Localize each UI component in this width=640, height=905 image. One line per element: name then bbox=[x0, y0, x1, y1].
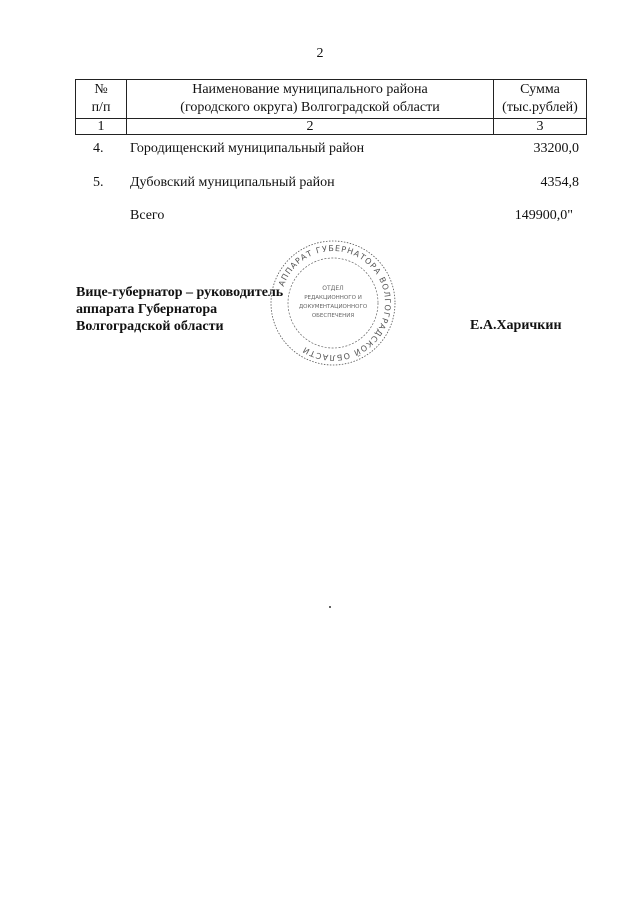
stamp-outer-text: АППАРАТ ГУБЕРНАТОРА ВОЛГОГРАДСКОЙ ОБЛАСТИ bbox=[276, 243, 393, 363]
stamp-inner-line2: РЕДАКЦИОННОГО И bbox=[304, 295, 362, 301]
stamp-inner-line4: ОБЕСПЕЧЕНИЯ bbox=[311, 313, 355, 319]
stamp-inner-line1: ОТДЕЛ bbox=[322, 285, 344, 292]
header-number-line2: п/п bbox=[91, 100, 111, 115]
total-sum: 149900,0" bbox=[514, 208, 573, 223]
total-label: Всего bbox=[130, 208, 165, 223]
row-sum: 4354,8 bbox=[540, 175, 579, 190]
svg-text:АППАРАТ ГУБЕРНАТОРА ВОЛГОГРАДС bbox=[277, 244, 392, 362]
header-sum-line1: Сумма bbox=[520, 82, 560, 97]
header-name-line2: (городского округа) Волгоградской области bbox=[180, 100, 440, 115]
scan-speck bbox=[329, 606, 331, 608]
row-name: Городищенский муниципальный район bbox=[130, 141, 365, 156]
official-stamp bbox=[268, 238, 398, 368]
stamp-inner-line3: ДОКУМЕНТАЦИОННОГО bbox=[298, 304, 368, 310]
column-number-1: 1 bbox=[76, 119, 127, 135]
header-number-line1: № bbox=[94, 82, 108, 97]
signature-line1: Вице-губернатор – руководитель bbox=[76, 285, 284, 300]
row-number: 4. bbox=[93, 141, 104, 156]
table-header bbox=[75, 79, 587, 135]
signer-name: Е.А.Харичкин bbox=[470, 318, 562, 333]
column-number-2: 2 bbox=[127, 119, 494, 135]
header-number bbox=[76, 80, 127, 119]
header-name-line1: Наименование муниципального района bbox=[192, 82, 428, 97]
row-sum: 33200,0 bbox=[533, 141, 579, 156]
signature-line3: Волгоградской области bbox=[76, 319, 224, 334]
header-sum bbox=[494, 80, 587, 119]
column-number-3: 3 bbox=[494, 119, 587, 135]
signature-line2: аппарата Губернатора bbox=[76, 302, 218, 317]
page-number: 2 bbox=[316, 46, 324, 61]
header-name bbox=[127, 80, 494, 119]
signature-block bbox=[76, 284, 283, 335]
header-sum-line2: (тыс.рублей) bbox=[502, 100, 578, 115]
row-number: 5. bbox=[93, 175, 104, 190]
row-name: Дубовский муниципальный район bbox=[130, 175, 335, 190]
